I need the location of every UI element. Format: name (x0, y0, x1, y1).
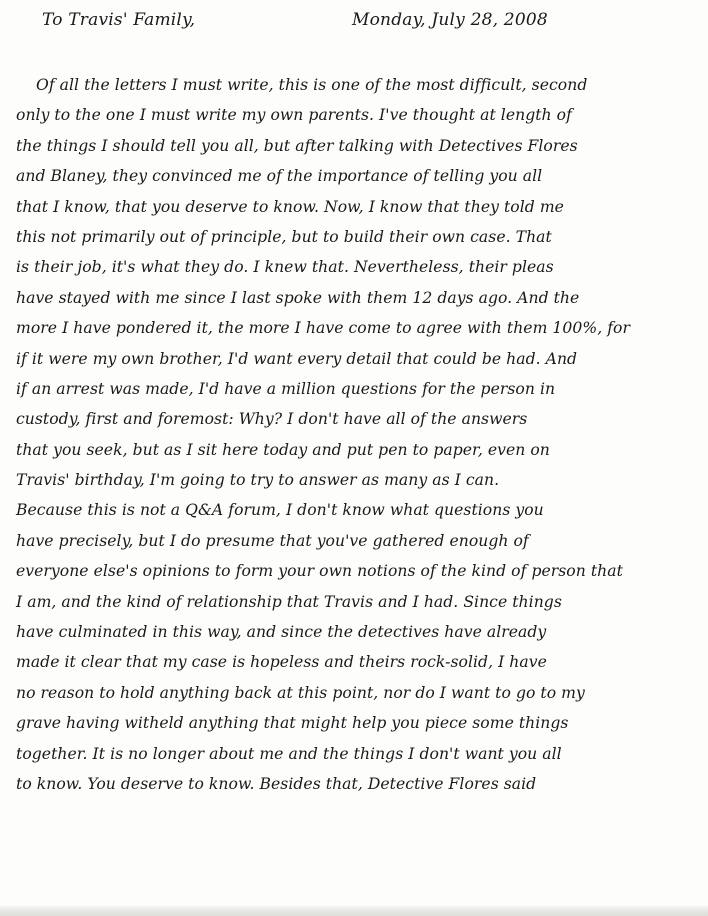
letter-line: that I know, that you deserve to know. Now, I know that they told me (16, 197, 564, 216)
letter-line: custody, first and foremost: Why? I don't have all of the answers (16, 410, 528, 429)
letter-line: is their job, it's what they do. I knew that. Nevertheless, their pleas (16, 258, 554, 277)
letter-line: have stayed with me since I last spoke with them 12 days ago. And the (16, 288, 580, 307)
letter-line: Of all the letters I must write, this is one of the most difficult, second (36, 76, 588, 94)
letter-line: have culminated in this way, and since the detectives have already (16, 623, 547, 642)
letter-line: to know. You deserve to know. Besides that, Detective Flores said (16, 774, 537, 793)
letter-line: everyone else's opinions to form your own notions of the kind of person that (16, 562, 623, 581)
letter-line: made it clear that my case is hopeless and theirs rock-solid, I have (16, 653, 547, 672)
letter-line: Travis' birthday, I'm going to try to answer as many as I can. (16, 471, 500, 490)
letter-line: have precisely, but I do presume that you've gathered enough of (16, 531, 529, 550)
letter-line: Because this is not a Q&A forum, I don't know what questions you (16, 501, 544, 520)
letter-line: I am, and the kind of relationship that Travis and I had. Since things (16, 592, 562, 611)
letter-line: and Blaney, they convinced me of the importance of telling you all (16, 167, 543, 186)
letter-line: that you seek, but as I sit here today and put pen to paper, even on (16, 440, 550, 459)
letter-line: grave having witheld anything that might help you piece some things (16, 714, 569, 733)
letter-line: no reason to hold anything back at this point, nor do I want to go to my (16, 683, 585, 702)
letter-date: Monday, July 28, 2008 (352, 10, 548, 30)
letter-line: more I have pondered it, the more I have come to agree with them 100%, for (16, 319, 630, 338)
letter-line: this not primarily out of principle, but to build their own case. That (16, 227, 552, 246)
letter-salutation: To Travis' Family, (42, 10, 196, 30)
letter-line: together. It is no longer about me and the things I don't want you all (16, 744, 562, 763)
letter-line: if it were my own brother, I'd want every detail that could be had. And (16, 349, 578, 368)
letter-line: the things I should tell you all, but after talking with Detectives Flores (16, 136, 578, 155)
letter-line: only to the one I must write my own parents. I've thought at length of (16, 106, 572, 125)
letter-body (0, 70, 708, 799)
paper-bottom-edge (0, 906, 708, 916)
letter-line: if an arrest was made, I'd have a million questions for the person in (16, 379, 556, 398)
